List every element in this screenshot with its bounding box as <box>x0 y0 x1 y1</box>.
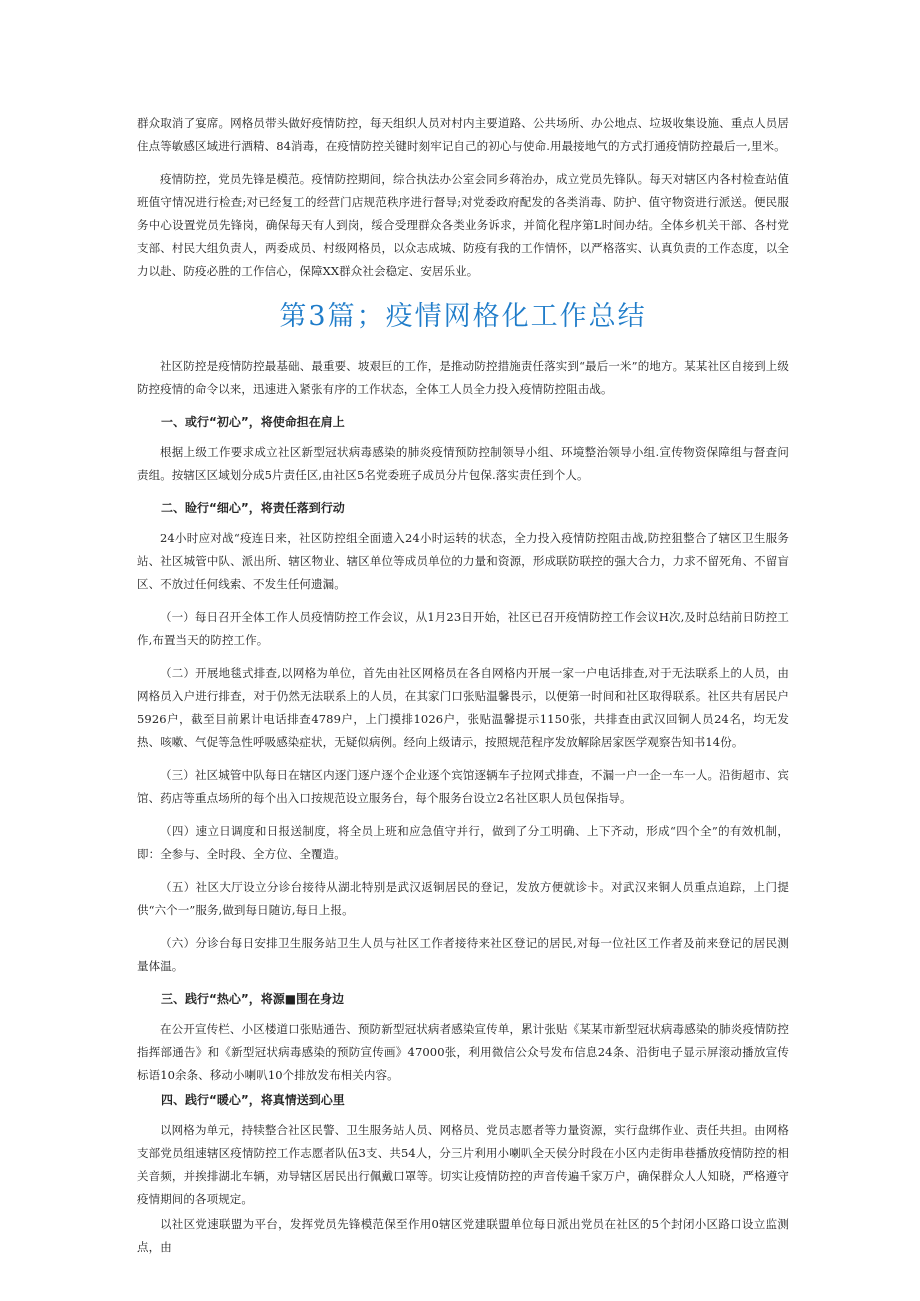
paragraph-party-alliance: 以社区党速联盟为平台，发挥党员先锋模范保至作用0辖区党建联盟单位每日派出党员在社区的5个封闭小区路口设立监测点，由 <box>137 1217 789 1254</box>
intro-paragraph-1: 群众取消了宴席。网格员带头做好疫情防控，每天组织人员对村内主要道路、公共场所、办公地点、垃圾收集设施、重点人员居住点等敏感区域进行酒精、84消毒，在疫情防控关键时刻牢记自己的初心与使命.用最接地气的方式打通疫情防控最后一,里米。 <box>137 116 789 153</box>
heading-2: 二、睑行“细心”，将责任落到行动 <box>161 501 345 515</box>
section-title: 第3篇；疫情网格化工作总结 <box>279 301 647 332</box>
list-item-4: （四）速立日调度和日报送制度，将全员上班和应急值守并行，做到了分工明确、上下齐动，形成“四个全”的有效机制，即：全参与、全时段、全方位、全覆造。 <box>137 824 789 861</box>
heading-3: 三、践行“热心”，将源■围在身边 <box>161 992 345 1006</box>
intro-paragraph-2: 疫情防控，党员先锋是模范。疫情防控期间，综合执法办公室会同乡蒋治办，成立党员先锋队。每天对辖区内各村检查站值班值守情况进行检查;对已经复工的经营门店规范秩序进行督导;对党委政府配发的各类消毒、防护、值守物资进行派送。便民服务中心设置党员先锋岗，确保每天有人到岗，绥合受理群众各类业务诉求，并简化程序第L时间办结。全体乡机关干部、各村党支部、村民大组负责人，两委成员、村级网格员，以众志成城、防疫有我的工作情怀，以严格落实、认真负责的工作态度，以全力以赴、防疫必胜的工作信心，保障XX群众社会稳定、安居乐业。 <box>137 172 789 278</box>
list-item-6: （六）分诊台每日安排卫生服务站卫生人员与社区工作者接待来社区登记的居民,对每一位社区工作者及前来登记的居民测量体温。 <box>137 936 789 973</box>
list-item-3: （三）社区城管中队每日在辖区内逐门逐户逐个企业逐个宾馆逐辆车子拉网式排查，不漏一户一企一车一人。沿街超市、宾馆、药店等重点场所的每个出入口按规范设立服务台，每个服务台设立2名社区职人员包保指导。 <box>137 768 789 805</box>
paragraph-24-hours: 24小时应对战“疫连日来，社区防控组全面遗入24小时运转的状态，全力投入疫情防控阻击战,防控狙整合了辖区卫生服务站、社区城管中队、派出所、辖区物业、辖区单位等成员单位的力量和资源，形成联防联控的强大合力，力求不留死角、不留盲区、不放过任何线索、不发生任何遗漏。 <box>137 531 789 591</box>
heading-4: 四、践行“暖心”，将真情送到心里 <box>161 1093 345 1107</box>
paragraph-grid-units: 以网格为单元，持犊整合社区民警、卫生服务站人员、网格员、党员志愿者等力量资源，实行盘绑作业、责任共担。由网格支部党员组速辖区疫情防控工作志愿者队伍3支、共54人，分三片利用小喇叭全天侯分时段在小区内走街串巷播放疫情防控的相关音频，并挨排湖北车辆，劝导辖区居民出行佩戴口罩等。切实让疫情防控的声音传遍千家万户，确保群众人人知晓，严格遵守疫情期间的各项规定。 <box>137 1123 789 1206</box>
document-page <box>137 112 789 1269</box>
paragraph-publicity: 在公开宣传栏、小区楼道口张贴通告、预防新型冠状病者感染宣传单，累计张贴《某某市新型冠状病毒感染的肺炎疫情防控指挥部通告》和《新型冠状病毒感染的预防宣传画》47000张，利用微信公众号发布信息24条、沿街电子显示屏滚动播放宣传标语10余条、移动小喇叭10个排放发布相关内容。 <box>137 1022 789 1082</box>
list-item-5: （五）社区大厅设立分诊台接待从湖北特别是武汉返铜居民的登记，发放方便就诊卡。对武汉来铜人员重点追踪，上门提供“六个一”服务,做到每日随访,每日上报。 <box>137 880 789 917</box>
list-item-2: （二）开展地毯式排查,以网格为单位，首先由社区网格员在各自网格内开展一家一户电话排查,对于无法联系上的人员，由网格员入户进行排查，对于仍然无法联系上的人员，在其家门口张贴温馨畏示，以便第一时间和社区取得联系。社区共有居民户5926户，截至目前累计电话排查4789户，上门摸排1026户，张贴温馨提示1150张，共排查由武汉回铜人员24名，均无发热、咳嗽、气促等急性呼吸感染症状，无疑似病例。经向上级请示，按照规范程序发放解除居家医学观察告知书14份。 <box>137 666 789 749</box>
paragraph-leadership-groups: 根据上级工作要求成立社区新型冠状病毒感染的肺炎疫情预防控制领导小组、环境整治领导小组.宣传物资保障组与督査问责组。按辖区区域划分成5片责任区,由社区5名党委班子成员分片包保.落实责任到个人。 <box>137 445 789 482</box>
heading-1: 一、或行“初心”，将使命担在肩上 <box>161 415 345 429</box>
paragraph-community-prevention: 社区防控是疫情防控最基础、最重要、坡艰巨的工作，是推动防控措施责任落实到“最后一米”的地方。某某社区自接到上级防控疫情的命令以来，迅速进入紧张有序的工作状态，全体工人员全力投入疫情防控阻击战。 <box>137 359 789 396</box>
list-item-1: （一）每日召开全体工作人员疫情防控工作会议，从1月23日开始，社区已召开疫情防控工作会议H次,及时总结前日防控工作,布置当天的防控工作。 <box>137 610 789 647</box>
